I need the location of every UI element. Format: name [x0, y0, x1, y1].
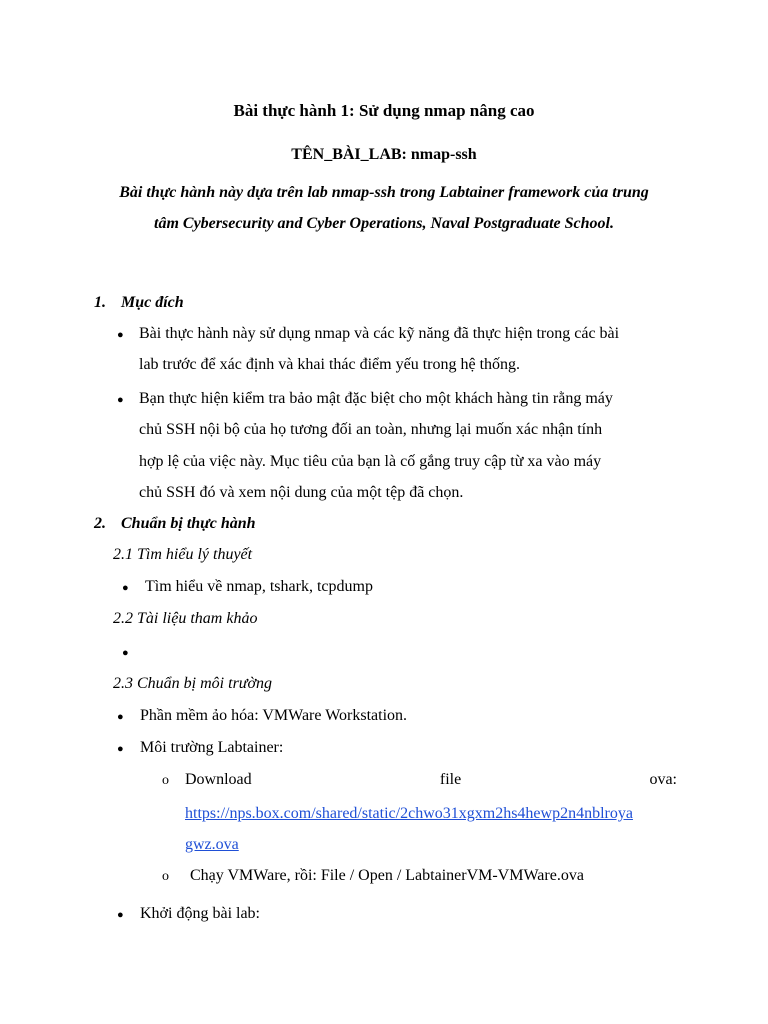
section1-bullet2-line2: chủ SSH nội bộ của họ tương đối an toàn, nhưng lại muốn xác nhận tính — [139, 421, 603, 438]
subsection-2-3: 2.3 Chuẩn bị môi trường — [113, 675, 273, 692]
circle-bullet-icon: o — [162, 869, 169, 884]
intro-line-1: Bài thực hành này dựa trên lab nmap-ssh trong Labtainer framework của trung — [119, 184, 649, 201]
subsection-2-1-item: Tìm hiểu về nmap, tshark, tcpdump — [145, 578, 373, 595]
bullet-icon: ● — [122, 582, 129, 594]
file-word: file — [439, 771, 462, 788]
subsection-2-2: 2.2 Tài liệu tham khảo — [113, 610, 258, 627]
download-line — [185, 771, 677, 789]
bullet-icon: ● — [117, 394, 124, 406]
section1-bullet2-line4: chủ SSH đó và xem nội dung của một tệp đã chọn. — [139, 484, 464, 501]
bullet-icon: ● — [117, 743, 124, 755]
ova-word: ova: — [649, 771, 677, 788]
download-link-line2[interactable]: gwz.ova — [185, 836, 239, 853]
section1-bullet1-line1: Bài thực hành này sử dụng nmap và các kỹ năng đã thực hiện trong các bài — [139, 325, 620, 342]
lab-name: TÊN_BÀI_LAB: nmap-ssh — [291, 146, 477, 163]
subsection-2-3-item2: Môi trường Labtainer: — [140, 739, 284, 756]
download-link-line1[interactable]: https://nps.box.com/shared/static/2chwo31xgxm2hs4hewp2n4nblroya — [185, 805, 633, 822]
bullet-icon: ● — [117, 711, 124, 723]
section2-number: 2. — [94, 515, 106, 532]
bullet-icon: ● — [117, 909, 124, 921]
bullet-icon: ● — [117, 329, 124, 341]
intro-line-2: tâm Cybersecurity and Cyber Operations, Naval Postgraduate School. — [154, 215, 614, 232]
section1-bullet1-line2: lab trước để xác định và khai thác điểm yếu trong hệ thống. — [139, 356, 521, 373]
page-title: Bài thực hành 1: Sử dụng nmap nâng cao — [233, 101, 535, 120]
circle-bullet-icon: o — [162, 773, 169, 788]
section1-heading: Mục đích — [121, 294, 184, 311]
subsection-2-3-item3: Khởi động bài lab: — [140, 905, 260, 922]
download-word: Download — [185, 771, 252, 788]
run-vmware-item: Chạy VMWare, rồi: File / Open / LabtainerVM-VMWare.ova — [190, 867, 584, 884]
bullet-icon: ● — [122, 647, 129, 659]
subsection-2-1: 2.1 Tìm hiểu lý thuyết — [113, 546, 253, 563]
section1-bullet2-line1: Bạn thực hiện kiểm tra bảo mật đặc biệt cho một khách hàng tin rằng máy — [139, 390, 613, 407]
subsection-2-3-item1: Phần mềm ảo hóa: VMWare Workstation. — [140, 707, 408, 724]
section2-heading: Chuẩn bị thực hành — [121, 515, 256, 532]
section1-number: 1. — [94, 294, 106, 311]
section1-bullet2-line3: hợp lệ của việc này. Mục tiêu của bạn là cố gắng truy cập từ xa vào máy — [139, 453, 602, 470]
